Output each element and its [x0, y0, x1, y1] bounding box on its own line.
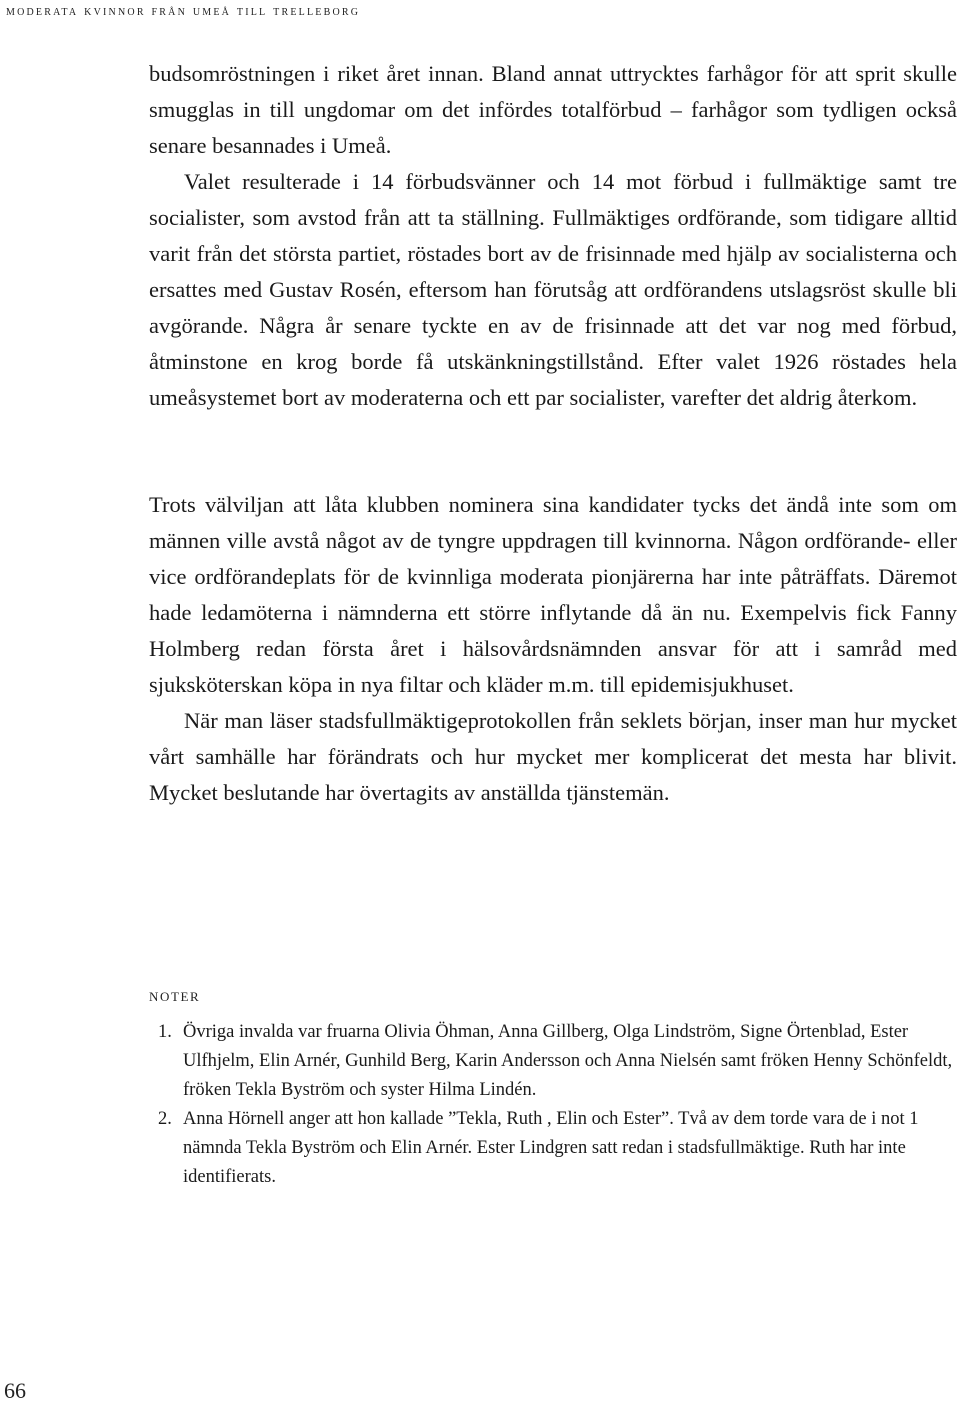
note-number: 1. — [158, 1022, 172, 1042]
notes-heading: noter — [149, 985, 201, 1005]
note-item — [149, 1105, 955, 1192]
body-paragraph: Valet resulterade i 14 förbudsvänner och 14 mot förbud i fullmäktige samt tre socialister, som avstod från att ta ställning. Fullmäktiges ordförande, som tidigare alltid varit från det största partiet, röstades bort av de frisinnade med hjälp av socialisterna och ersattes med Gustav Rosén, eftersom han förutsåg att ordförandens utslagsröst skulle bli avgörande. Några år senare tyckte en av de frisinnade att det var nog med förbud, åtminstone en krog borde få utskänkningstillstånd. Efter valet 1926 röstades hela umeåsystemet bort av moderaterna och ett par socialister, varefter det aldrig återkom. — [149, 169, 957, 410]
note-text: Övriga invalda var fruarna Olivia Öhman, Anna Gillberg, Olga Lindström, Signe Örtenblad, Ester Ulfhjelm, Elin Arnér, Gunhild Berg, Karin Andersson och Anna Nielsén samt fröken Henny Schönfeldt, fröken Tekla Byström och syster Hilma Lindén. — [183, 1022, 953, 1100]
body-paragraph: När man läser stadsfullmäktigeprotokollen från seklets början, inser man hur mycket vårt samhälle har förändrats och hur mycket mer komplicerat det mesta har blivit. Mycket beslutande har övertagits av anställda tjänstemän. — [149, 708, 957, 805]
page-number: 66 — [4, 1378, 26, 1403]
notes-list — [149, 1018, 955, 1192]
note-item — [149, 1018, 955, 1105]
running-header: moderata kvinnor från umeå till trelleborg — [6, 3, 361, 19]
body-section-1 — [149, 56, 957, 416]
body-paragraph: Trots välviljan att låta klubben nominera sina kandidater tycks det ändå inte som om männen ville avstå något av de tyngre uppdragen till kvinnorna. Någon ordförande- eller vice ordförandeplats för de kvinnliga moderata pionjärerna har inte påträffats. Däremot hade ledamöterna i nämnderna ett större inflytande då än nu. Exempelvis fick Fanny Holmberg redan första året i hälsovårdsnämnden ansvar för att i samråd med sjuksköterskan köpa in nya filtar och kläder m.m. till epidemisjukhuset. — [149, 492, 957, 697]
note-text: Anna Hörnell anger att hon kallade ”Tekla, Ruth , Elin och Ester”. Två av dem torde vara de i not 1 nämnda Tekla Byström och Elin Arnér. Ester Lindgren satt redan i stadsfullmäktige. Ruth har inte identifierats. — [183, 1109, 919, 1187]
note-number: 2. — [158, 1109, 172, 1129]
body-section-2 — [149, 487, 957, 811]
body-paragraph: budsomröstningen i riket året innan. Bland annat uttrycktes farhågor för att sprit skulle smugglas in till ungdomar om det infördes totalförbud – farhågor som tydligen också senare besannades i Umeå. — [149, 61, 957, 158]
